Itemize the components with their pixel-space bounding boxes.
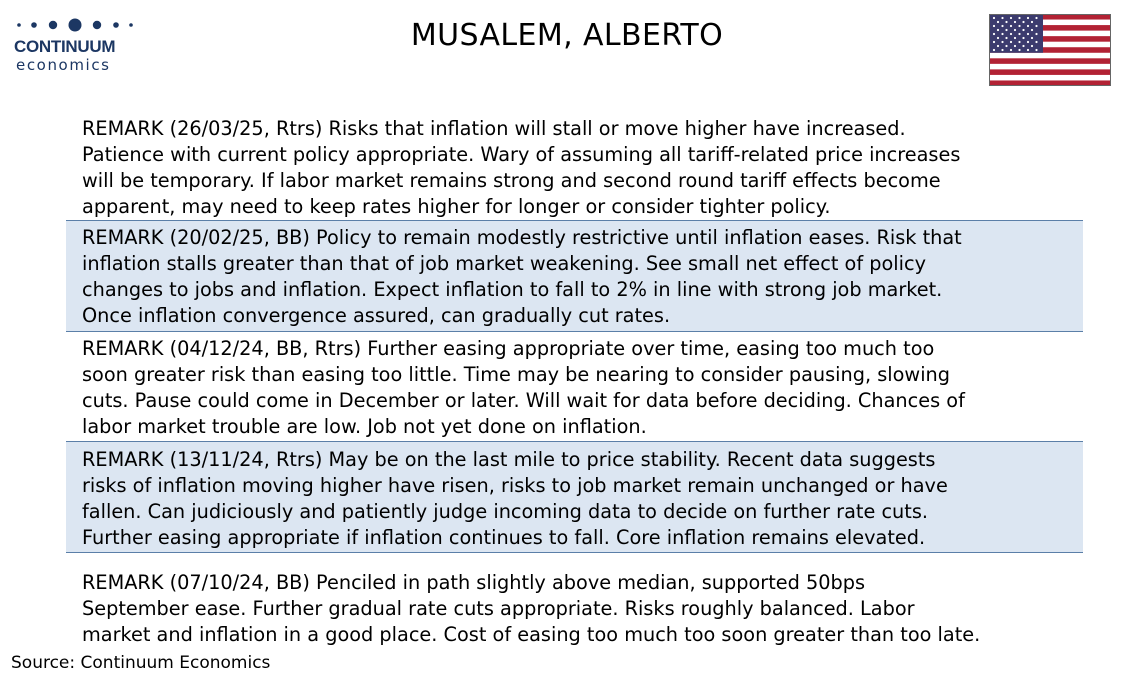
remarks-list	[66, 116, 1083, 653]
remark-2024-11-13: REMARK (13/11/24, Rtrs) May be on the last mile to price stability. Recent data suggests risks of inflation moving higher have risen, risks to job market remain unchanged or have fallen. Can judiciously and patiently judge incoming data to decide on further rate cuts. Further easing appropriate if inflation continues to fall. Core inflation remains elevated.	[66, 442, 1083, 553]
page-title: MUSALEM, ALBERTO	[410, 18, 724, 53]
remark-2025-02-20: REMARK (20/02/25, BB) Policy to remain modestly restrictive until inflation eases. Risk that inflation stalls greater than that of job market weakening. See small net effect of policy changes to jobs and inflation. Expect inflation to fall to 2% in line with strong job market. Once inflation convergence assured, can gradually cut rates.	[66, 221, 1083, 332]
remark-2024-12-04: REMARK (04/12/24, BB, Rtrs) Further easing appropriate over time, easing too much too soon greater risk than easing too little. Time may be nearing to consider pausing, slowing cuts. Pause could come in December or later. Will wait for data before deciding. Chances of labor market trouble are low. Job not yet done on inflation.	[66, 332, 1083, 442]
logo-subtitle: economics	[16, 56, 111, 74]
logo-name: CONTINUUM	[14, 37, 116, 56]
remark-2025-03-26: REMARK (26/03/25, Rtrs) Risks that inflation will stall or move higher have increased. Patience with current policy appropriate. Wary of assuming all tariff-related price increases will be temporary. If labor market remains strong and second round tariff effects become apparent, may need to keep rates higher for longer or consider tighter policy.	[66, 116, 1083, 221]
source-note: Source: Continuum Economics	[11, 653, 271, 673]
remark-2024-10-07: REMARK (07/10/24, BB) Penciled in path slightly above median, supported 50bps September ease. Further gradual rate cuts appropriate. Risks roughly balanced. Labor market and inflation in a good place. Cost of easing too much too soon greater than too late.	[82, 571, 981, 646]
us-flag-icon	[989, 14, 1111, 86]
